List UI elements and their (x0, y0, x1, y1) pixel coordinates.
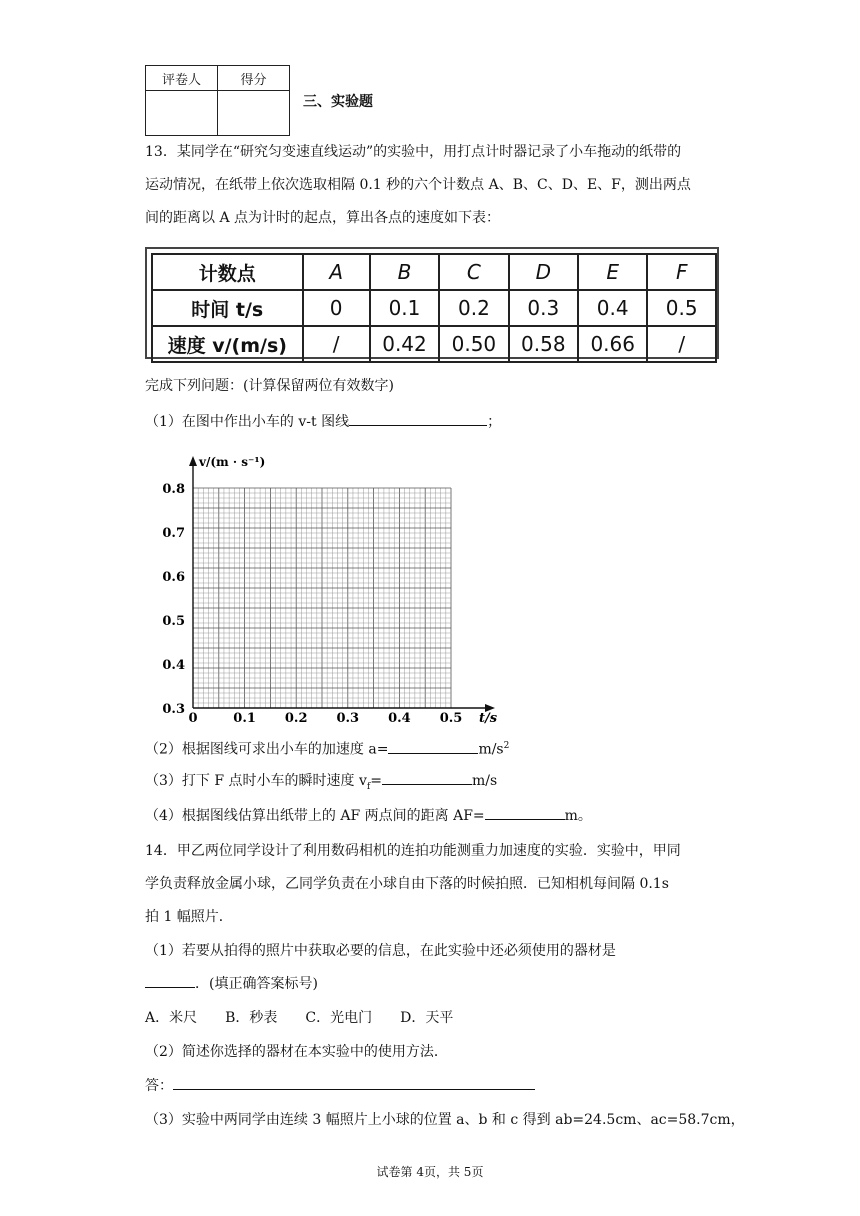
time-cell: 0.1 (370, 290, 439, 326)
q13-part3-eq: = (370, 773, 382, 789)
graph-labels (162, 455, 497, 724)
y-axis-label: v/(m · s⁻¹) (199, 455, 266, 469)
answer-blank[interactable] (388, 739, 478, 754)
q13-instruction: 完成下列问题：(计算保留两位有效数字) (145, 378, 394, 394)
q14-part3: （3）实验中两同学由连续 3 幅照片上小球的位置 a、b 和 c 得到 ab=24.5cm、ac=58.7cm， (145, 1112, 745, 1128)
q13-part1 (145, 411, 501, 433)
table-row (152, 326, 716, 362)
graph-grid (193, 488, 451, 708)
q13-part3-sub: f (366, 781, 371, 792)
grader-box (145, 65, 290, 136)
score-cell[interactable] (218, 91, 290, 136)
y-tick-label: 0.7 (162, 526, 185, 541)
speed-cell: 0.50 (439, 326, 508, 362)
answer-blank[interactable] (382, 770, 472, 785)
header-label: 计数点 (152, 254, 303, 290)
point-cell: F (647, 254, 716, 290)
answer-blank[interactable] (173, 1075, 535, 1090)
score-label: 得分 (218, 66, 290, 91)
time-cell: 0 (303, 290, 370, 326)
x-tick-label: 0.1 (233, 711, 256, 724)
reviewer-cell[interactable] (146, 91, 218, 136)
time-label: 时间 t/s (152, 290, 303, 326)
x-tick-label: 0.2 (284, 711, 308, 724)
table-row (152, 290, 716, 326)
q14-intro-line3: 拍 1 幅照片． (145, 909, 233, 925)
x-axis-label: t/s (479, 711, 498, 724)
time-cell: 0.2 (439, 290, 508, 326)
data-table-frame (145, 247, 719, 359)
q13-part4-text: （4）根据图线估算出纸带上的 AF 两点间的距离 AF= (145, 808, 485, 824)
q13-part1-text: （1）在图中作出小车的 v-t 图线 (145, 414, 350, 430)
q13-part2-unit: m/s (478, 741, 504, 758)
q13-part3-unit: m/s (471, 773, 498, 789)
speed-cell: 0.66 (578, 326, 647, 362)
answer-blank[interactable] (485, 805, 565, 820)
time-cell: 0.4 (578, 290, 647, 326)
q13-part3 (145, 770, 497, 798)
section-title: 三、实验题 (303, 94, 373, 110)
speed-label: 速度 v/(m/s) (152, 326, 303, 362)
time-cell: 0.5 (647, 290, 716, 326)
point-cell: E (578, 254, 647, 290)
answer-blank[interactable] (349, 411, 487, 426)
table-row (152, 254, 716, 290)
y-tick-label: 0.5 (162, 614, 185, 629)
q14-part1-line1: （1）若要从拍得的照片中获取必要的信息，在此实验中还必须使用的器材是 (145, 943, 616, 959)
q14-intro-line2: 学负责释放金属小球，乙同学负责在小球自由下落的时候拍照．已知相机每间隔 0.1s (145, 876, 669, 892)
q13-intro-line1: 13．某同学在“研究匀变速直线运动”的实验中，用打点计时器记录了小车拖动的纸带的 (145, 144, 682, 160)
y-tick-label: 0.6 (162, 570, 185, 585)
speed-cell: 0.58 (509, 326, 578, 362)
point-cell: D (509, 254, 578, 290)
x-tick-label: 0.5 (439, 711, 463, 724)
answer-blank[interactable] (145, 973, 195, 988)
point-cell: C (439, 254, 508, 290)
speed-cell: 0.42 (370, 326, 439, 362)
vt-graph[interactable] (145, 446, 515, 724)
y-tick-label: 0.8 (162, 482, 185, 497)
y-axis-arrow (189, 456, 197, 466)
graph-axes (189, 456, 495, 712)
q14-answer-label: 答： (145, 1078, 173, 1094)
q13-part1-end: ； (487, 414, 502, 430)
q14-options: A．米尺 B．秒表 C．光电门 D．天平 (145, 1010, 454, 1026)
y-tick-label: 0.3 (162, 702, 185, 717)
q13-part2-text: （2）根据图线可求出小车的加速度 a= (145, 741, 389, 758)
y-tick-label: 0.4 (162, 658, 185, 673)
q14-part2: （2）简述你选择的器材在本实验中的使用方法． (145, 1044, 448, 1060)
reviewer-label: 评卷人 (146, 66, 218, 91)
q13-part3-text: （3）打下 F 点时小车的瞬时速度 v (145, 773, 367, 789)
data-table (151, 253, 717, 363)
x-tick-label: 0.4 (388, 711, 411, 724)
q14-answer (145, 1075, 535, 1097)
x-tick-label: 0 (188, 711, 198, 724)
q14-intro-line1: 14．甲乙两位同学设计了利用数码相机的连拍功能测重力加速度的实验．实验中，甲同 (145, 843, 681, 859)
q13-part2-sup: 2 (503, 741, 510, 751)
page-footer: 试卷第 4页，共 5页 (376, 1165, 484, 1179)
q14-part1-line2-text: ．(填正确答案标号) (195, 976, 318, 992)
q13-intro-line2: 运动情况，在纸带上依次选取相隔 0.1 秒的六个计数点 A、B、C、D、E、F，测出两点 (145, 177, 691, 193)
point-cell: A (303, 254, 370, 290)
x-tick-label: 0.3 (336, 711, 360, 724)
speed-cell: / (647, 326, 716, 362)
q13-part4-unit: m。 (564, 808, 592, 824)
time-cell: 0.3 (509, 290, 578, 326)
point-cell: B (370, 254, 439, 290)
q13-part4 (145, 805, 592, 827)
speed-cell: / (303, 326, 370, 362)
q13-intro-line3: 间的距离以 A 点为计时的起点，算出各点的速度如下表： (145, 210, 501, 226)
q13-part2 (145, 735, 509, 761)
q14-part1-line2 (145, 973, 318, 995)
